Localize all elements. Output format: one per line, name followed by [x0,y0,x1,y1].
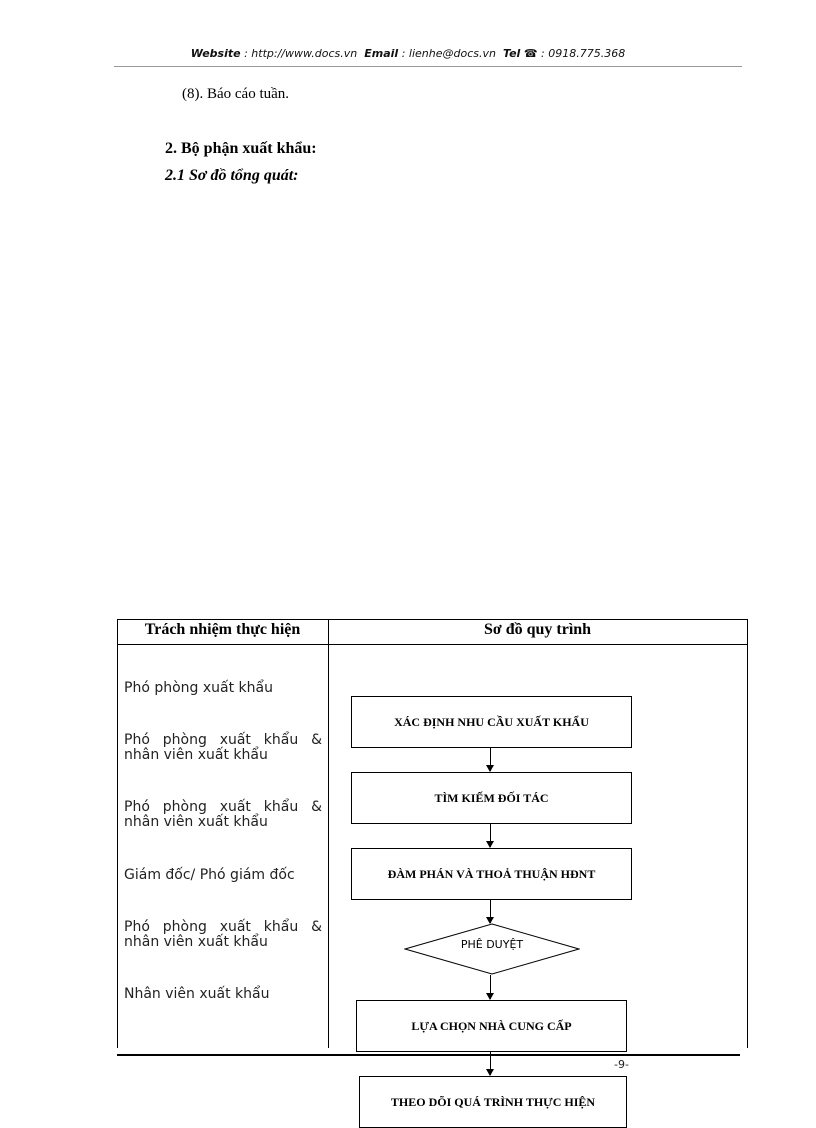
flow-arrow-3 [490,899,491,923]
responsibility-5: Phó phòng xuất khẩu & nhân viên xuất khẩu [124,919,322,950]
tel-value: ☎ : 0918.775.368 [523,47,626,60]
flow-arrow-1 [490,747,491,771]
table-left-border [117,619,118,1048]
flow-arrow-2 [490,823,491,847]
email-label: Email [364,47,399,60]
responsibility-2: Phó phòng xuất khẩu & nhân viên xuất khẩu [124,732,322,763]
flow-arrow-4 [490,975,491,999]
table-header-divider [117,644,748,645]
flow-step-select-supplier: LỰA CHỌN NHÀ CUNG CẤP [356,1000,627,1052]
tel-label: Tel [502,47,521,60]
flow-step-monitor-execution: THEO DÕI QUÁ TRÌNH THỰC HIỆN [359,1076,627,1128]
website-label: Website [190,47,241,60]
table-right-border [747,619,748,1048]
page-header [0,47,816,60]
responsibility-6: Nhân viên xuất khẩu [124,986,270,1002]
flow-step-find-partners: TÌM KIẾM ĐỐI TÁC [351,772,632,824]
section-heading-2: 2. Bộ phận xuất khẩu: [165,140,317,157]
table-top-border [117,619,748,620]
table-column-divider [328,619,329,1048]
footer-divider [117,1054,740,1056]
header-divider [114,66,742,67]
email-value: : lienhe@docs.vn [401,47,496,60]
flow-step-determine-export-needs: XÁC ĐỊNH NHU CẦU XUẤT KHẨU [351,696,632,748]
responsibility-4: Giám đốc/ Phó giám đốc [124,867,295,883]
responsibility-3: Phó phòng xuất khẩu & nhân viên xuất khẩu [124,799,322,830]
column-header-responsibility: Trách nhiệm thực hiện [144,621,301,638]
flow-step-negotiate-contract: ĐÀM PHÁN VÀ THOẢ THUẬN HĐNT [351,848,632,900]
website-value: : http://www.docs.vn [244,47,358,60]
list-item-8: (8). Báo cáo tuần. [182,86,290,102]
flow-decision-approve: PHÊ DUYỆT [460,938,524,951]
column-header-process: Sơ đồ quy trình [483,621,592,638]
page-number: -9- [614,1058,629,1071]
responsibility-1: Phó phòng xuất khẩu [124,680,273,696]
subsection-heading-2-1: 2.1 Sơ đồ tổng quát: [165,167,299,184]
